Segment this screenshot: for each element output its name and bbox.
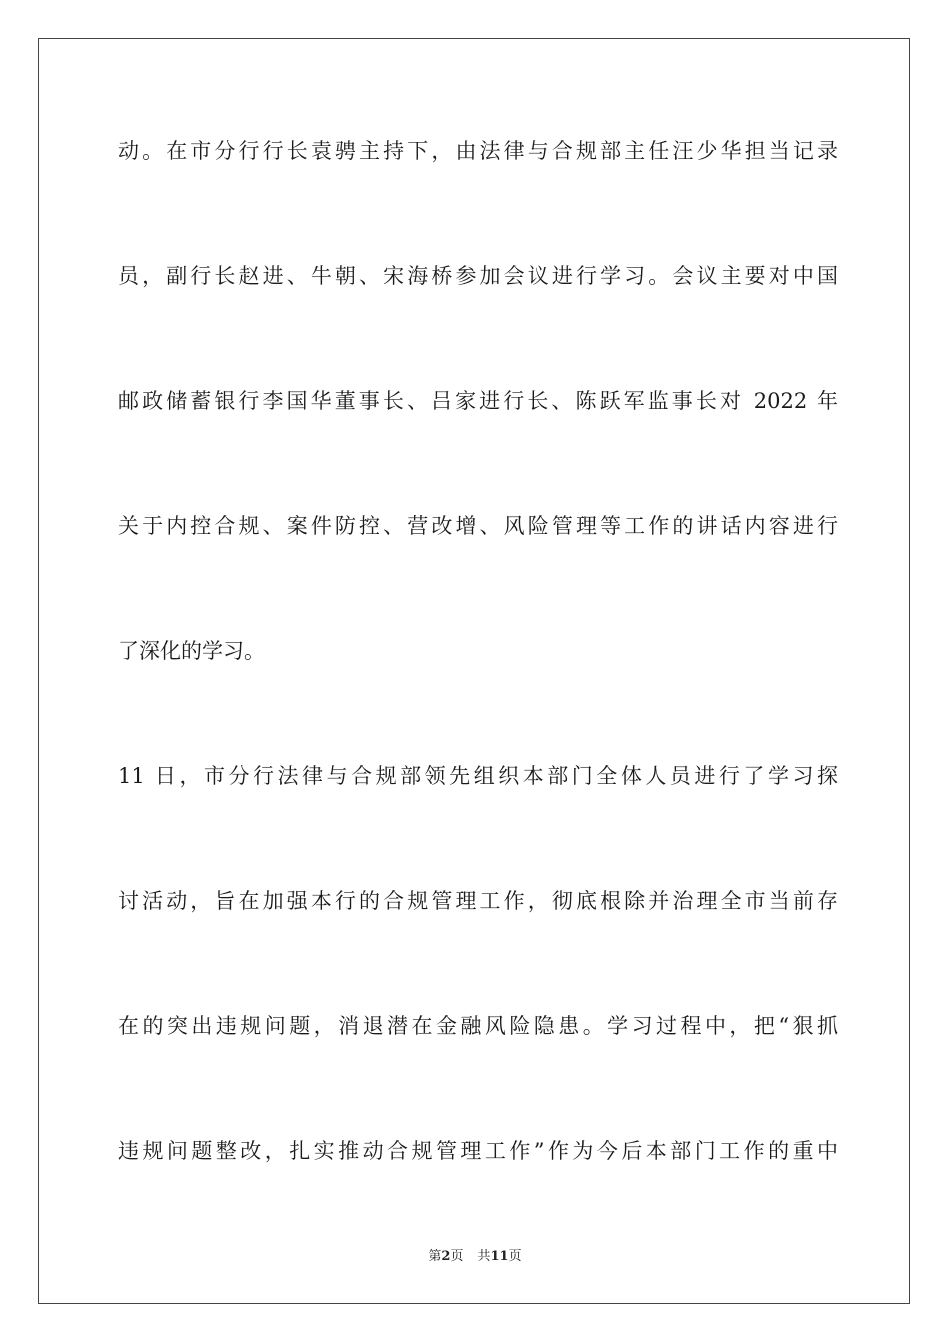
page-suffix: 页 (450, 1249, 464, 1264)
paragraph-line: 11 日，市分行法律与合规部领先组织本部门全体人员进行了学习探 (118, 764, 838, 788)
page-prefix: 第 (428, 1249, 442, 1264)
total-prefix: 共 (477, 1249, 491, 1264)
page-border (38, 38, 910, 1304)
paragraph-line: 了深化的学习。 (118, 639, 265, 663)
paragraph-line: 动。在市分行行长袁骋主持下，由法律与合规部主任汪少华担当记录 (118, 139, 838, 163)
total-suffix: 页 (508, 1249, 522, 1264)
paragraph-line: 关于内控合规、案件防控、营改增、风险管理等工作的讲话内容进行 (118, 514, 838, 538)
paragraph-line: 在的突出违规问题，消退潜在金融风险隐患。学习过程中，把“狠抓 (118, 1014, 838, 1038)
page-footer (0, 1248, 950, 1266)
page-number: 2 (441, 1249, 451, 1264)
paragraph-line: 讨活动，旨在加强本行的合规管理工作，彻底根除并治理全市当前存 (118, 889, 838, 913)
total-pages: 11 (490, 1249, 509, 1264)
paragraph-line: 违规问题整改，扎实推动合规管理工作”作为今后本部门工作的重中 (118, 1139, 838, 1163)
paragraph-line: 邮政储蓄银行李国华董事长、吕家进行长、陈跃军监事长对 2022 年 (118, 389, 838, 413)
paragraph-line: 员，副行长赵进、牛朝、宋海桥参加会议进行学习。会议主要对中国 (118, 264, 838, 288)
